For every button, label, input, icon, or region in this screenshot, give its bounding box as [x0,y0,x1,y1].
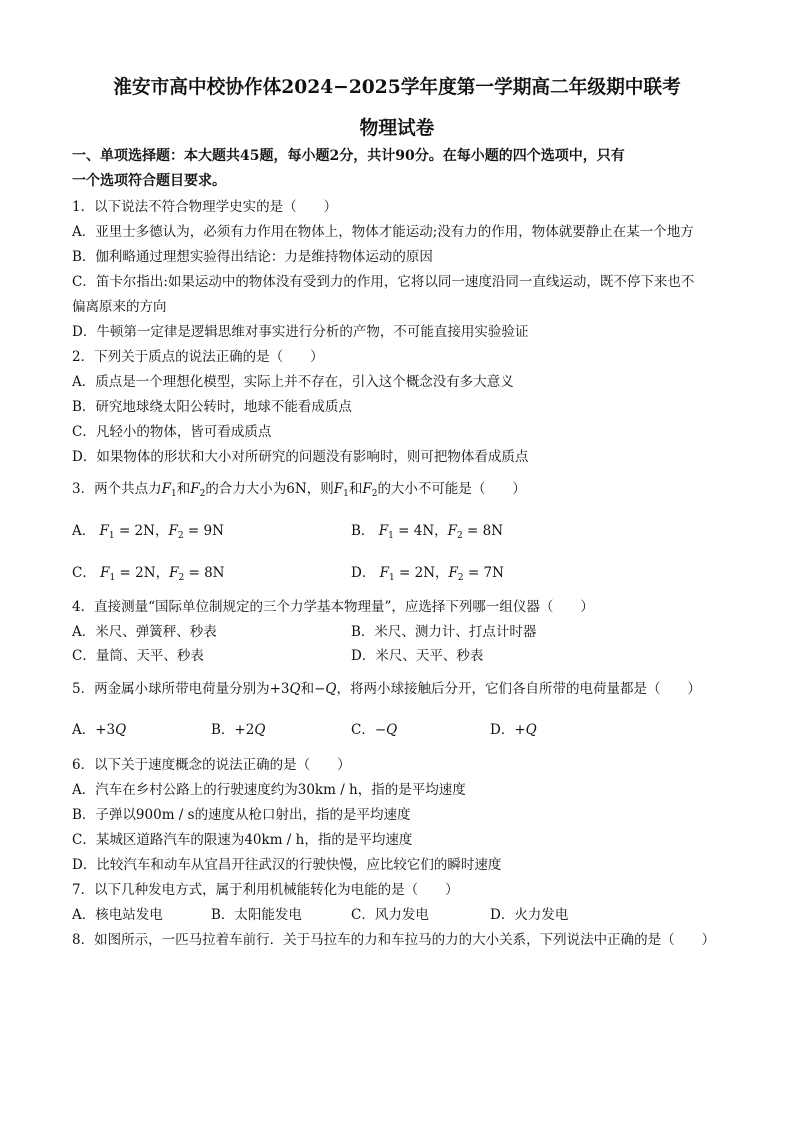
separator: ， [155,565,170,581]
q5-coefficient: +3 [269,681,290,697]
q5-charge-minusq [314,681,336,697]
question-1-option-a: A．亚里士多德认为，必须有力作用在物体上，物体才能运动;没有力的作用，物体就要静止在某一个地方 [72,224,694,240]
q3-f2-symbol [362,481,377,497]
question-2-option-c: C．凡轻小的物体，皆可看成质点 [72,424,272,440]
question-3-option-a [72,522,224,545]
q3-stem-part-c: 的合力大小为6N，则 [205,481,334,497]
q3-subscript: 1 [170,489,177,499]
q3-subscript: 1 [108,531,115,541]
question-6-option-c [72,831,732,849]
q3-c-f1-value: = 2N [119,565,156,581]
option-letter: B． [351,523,375,539]
q6-a-speed: 30km / h [297,782,358,798]
question-3-stem [72,480,732,503]
q3-d-f2-value: = 7N [467,565,504,581]
question-6-option-d: D．比较汽车和动车从宜昌开往武汉的行驶快慢，应比较它们的瞬时速度 [72,857,502,873]
q3-stem-part-d: 和 [348,481,363,497]
q3-subscript: 2 [178,573,185,583]
q5-q-letter: Q [289,681,301,697]
q3-a-f1-value: = 2N [118,523,155,539]
question-6-option-b [72,806,732,824]
q3-f2-symbol [190,481,205,497]
q6-c-text: C．某城区道路汽车的限速为 [72,832,245,848]
option-letter: B． [211,722,235,738]
q3-f-letter: F [379,565,389,581]
q3-subscript: 1 [109,573,116,583]
question-7-option-b: B．太阳能发电 [211,907,302,923]
question-7-option-d: D．火力发电 [490,907,569,923]
q5-q-letter: Q [254,722,266,738]
q3-subscript: 1 [343,489,349,499]
q5-q-letter: Q [115,722,127,738]
question-4-option-a: A．米尺、弹簧秤、秒表 [72,624,217,640]
q6-b-text-end: 的速度从枪口射出，指的是平均速度 [194,807,411,823]
q5-q-letter: Q [325,681,337,697]
question-5-option-b [211,721,265,739]
q5-b-value: +2 [234,722,255,738]
question-2-option-b: B．研究地球绕太阳公转时，地球不能看成质点 [72,399,352,415]
q6-b-speed: 900m / s [135,807,195,823]
q5-a-value: +3 [95,722,116,738]
option-letter: A． [72,722,96,738]
question-5-option-a [72,721,126,739]
q3-subscript: 2 [457,573,464,583]
question-6-stem: 6．以下关于速度概念的说法正确的是（ ） [72,757,351,773]
option-letter: D． [351,565,376,581]
question-6-option-a [72,781,732,799]
q3-f-letter: F [362,481,372,497]
q3-f-letter: F [448,565,458,581]
question-2-stem: 2．下列关于质点的说法正确的是（ ） [72,349,324,365]
question-5-option-c [351,721,397,739]
question-7-stem: 7．以下几种发电方式，属于利用机械能转化为电能的是（ ） [72,882,459,898]
question-1-option-d: D．牛顿第一定律是逻辑思维对事实进行分析的产物，不可能直接用实验验证 [72,324,529,340]
q6-c-speed: 40km / h [244,832,305,848]
q6-b-text: B．子弹以 [72,807,136,823]
q3-a-f2-value: = 9N [187,523,224,539]
q3-f1-symbol [334,481,349,497]
q3-f-letter: F [161,481,171,497]
q3-f-letter: F [169,565,179,581]
section-heading-line2: 一个选项符合题目要求。 [72,173,226,189]
question-1-option-c: C．笛卡尔指出:如果运动中的物体没有受到力的作用，它将以同一速度沿同一直线运动，既不停下来也不 [72,274,695,290]
q3-subscript: 2 [371,489,378,499]
question-2-option-a: A．质点是一个理想化模型，实际上并不存在，引入这个概念没有多大意义 [72,374,514,390]
question-3-option-d [351,564,504,587]
q3-stem-part-e: 的大小不可能是（ ） [377,481,526,497]
q3-c-f2-value: = 8N [188,565,225,581]
q3-b-f1-value: = 4N [398,523,435,539]
option-letter: C． [351,722,375,738]
q3-subscript: 1 [388,531,394,541]
option-letter: C． [72,565,96,581]
q3-f-letter: F [99,523,109,539]
q5-charge-plus3q [270,681,301,697]
question-1-option-b: B．伽利略通过理想实验得出结论：力是维持物体运动的原因 [72,249,433,265]
q3-subscript: 2 [177,531,184,541]
q3-f-letter: F [447,523,458,539]
q5-minus: − [314,681,326,697]
exam-subtitle: 物理试卷 [359,117,435,139]
question-4-option-c: C．量筒、天平、秒表 [72,648,204,664]
section-heading-line1: 一、单项选择题：本大题共45题，每小题2分，共计90分。在每小题的四个选项中，只有 [72,148,625,164]
question-5-option-d [490,721,537,739]
question-8-stem: 8．如图所示，一匹马拉着车前行．关于马拉车的力和车拉马的力的大小关系，下列说法中正确的是（ ） [72,932,716,948]
separator: ， [434,523,448,539]
option-letter: A． [72,523,96,539]
q3-subscript: 2 [199,489,206,499]
q6-a-text-end: ，指的是平均速度 [357,782,466,798]
question-3-option-c [72,564,224,587]
question-4-stem: 4．直接测量“国际单位制规定的三个力学基本物理量”，应选择下列哪一组仪器（ ） [72,599,594,615]
q3-f-letter: F [378,523,389,539]
q3-d-f1-value: = 2N [399,565,436,581]
q3-f-letter: F [168,523,178,539]
q3-b-f2-value: = 8N [467,523,504,539]
question-5-stem [72,680,732,698]
q3-stem-part-a: 3．两个共点力 [72,481,162,497]
question-1-option-c-cont: 偏离原来的方向 [72,299,167,315]
q3-subscript: 1 [389,573,395,583]
q3-f-letter: F [333,481,344,497]
q3-f-letter: F [100,565,110,581]
q5-stem-part-b: 和 [300,681,315,697]
q3-subscript: 2 [457,531,463,541]
option-letter: D． [490,722,515,738]
question-3-option-b [351,522,503,545]
question-7-option-a: A．核电站发电 [72,907,163,923]
separator: ， [435,565,449,581]
q5-stem-part-c: ，将两小球接触后分开，它们各自所带的电荷量都是（ ） [336,681,701,697]
q6-a-text: A．汽车在乡村公路上的行驶速度约为 [72,782,298,798]
q5-stem-part-a: 5．两金属小球所带电荷量分别为 [72,681,270,697]
q5-c-value: − [374,722,387,738]
question-4-option-d: D．米尺、天平、秒表 [351,648,484,664]
question-4-option-b: B．米尺、测力计、打点计时器 [351,624,537,640]
q5-q-letter: Q [386,722,398,738]
q5-q-letter: Q [525,722,537,738]
question-2-option-d: D．如果物体的形状和大小对所研究的问题没有影响时，则可把物体看成质点 [72,449,529,465]
exam-title: 淮安市高中校协作体2024−2025学年度第一学期高二年级期中联考 [113,76,681,98]
q3-stem-part-b: 和 [176,481,191,497]
q5-d-value: + [514,722,526,738]
q6-c-text-end: ，指的是平均速度 [304,832,413,848]
question-7-option-c: C．风力发电 [351,907,429,923]
question-1-stem: 1．以下说法不符合物理学史实的是（ ） [72,199,338,215]
q3-f-letter: F [190,481,200,497]
separator: ， [154,523,169,539]
q3-f1-symbol [162,481,177,497]
